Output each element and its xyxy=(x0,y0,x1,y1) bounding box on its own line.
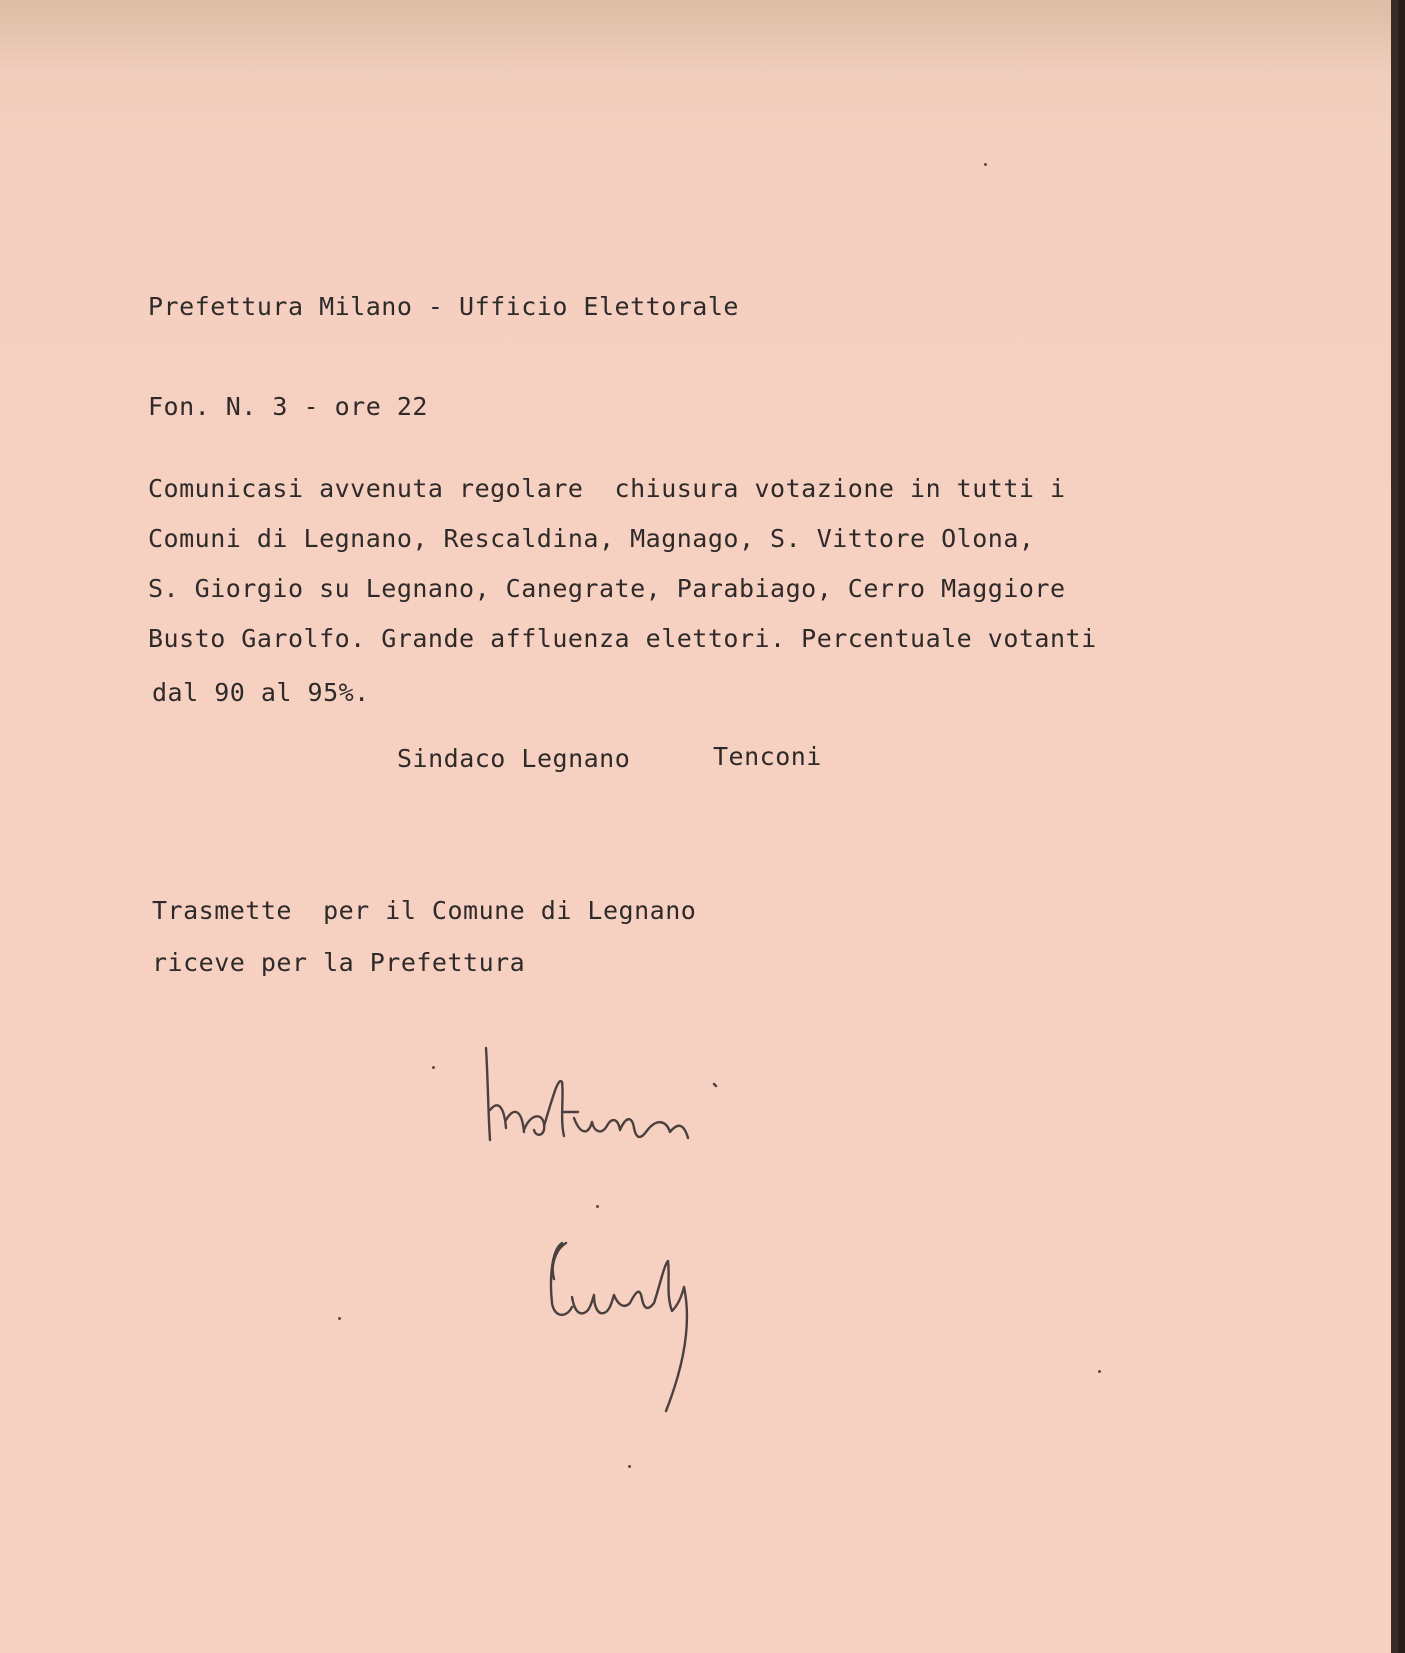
message-line-4: Busto Garolfo. Grande affluenza elettori. Percentuale votanti xyxy=(148,624,1097,653)
message-line-1: Comunicasi avvenuta regolare chiusura votazione in tutti i xyxy=(148,474,1066,503)
paper-edge xyxy=(1391,0,1398,1653)
transmitter-signature-icon xyxy=(470,1040,750,1170)
document-header: Prefettura Milano - Ufficio Elettorale xyxy=(148,292,739,321)
message-line-5: dal 90 al 95%. xyxy=(152,678,370,707)
message-line-2: Comuni di Legnano, Rescaldina, Magnago, S. Vittore Olona, xyxy=(148,524,1035,553)
paper-speck xyxy=(984,163,987,166)
message-line-3: S. Giorgio su Legnano, Canegrate, Parabiago, Cerro Maggiore xyxy=(148,574,1066,603)
transmit-line-2: riceve per la Prefettura xyxy=(152,948,526,977)
paper-speck xyxy=(1098,1370,1101,1373)
sender-name: Tenconi xyxy=(713,742,822,771)
paper-speck xyxy=(432,1066,435,1069)
sender-title: Sindaco Legnano xyxy=(397,744,631,773)
transmit-line-1: Trasmette per il Comune di Legnano xyxy=(152,896,697,925)
paper-speck xyxy=(338,1317,341,1320)
paper-speck xyxy=(628,1465,631,1468)
receiver-signature-icon xyxy=(540,1225,760,1425)
telephone-reference: Fon. N. 3 - ore 22 xyxy=(148,392,428,421)
paper-speck xyxy=(596,1205,599,1208)
